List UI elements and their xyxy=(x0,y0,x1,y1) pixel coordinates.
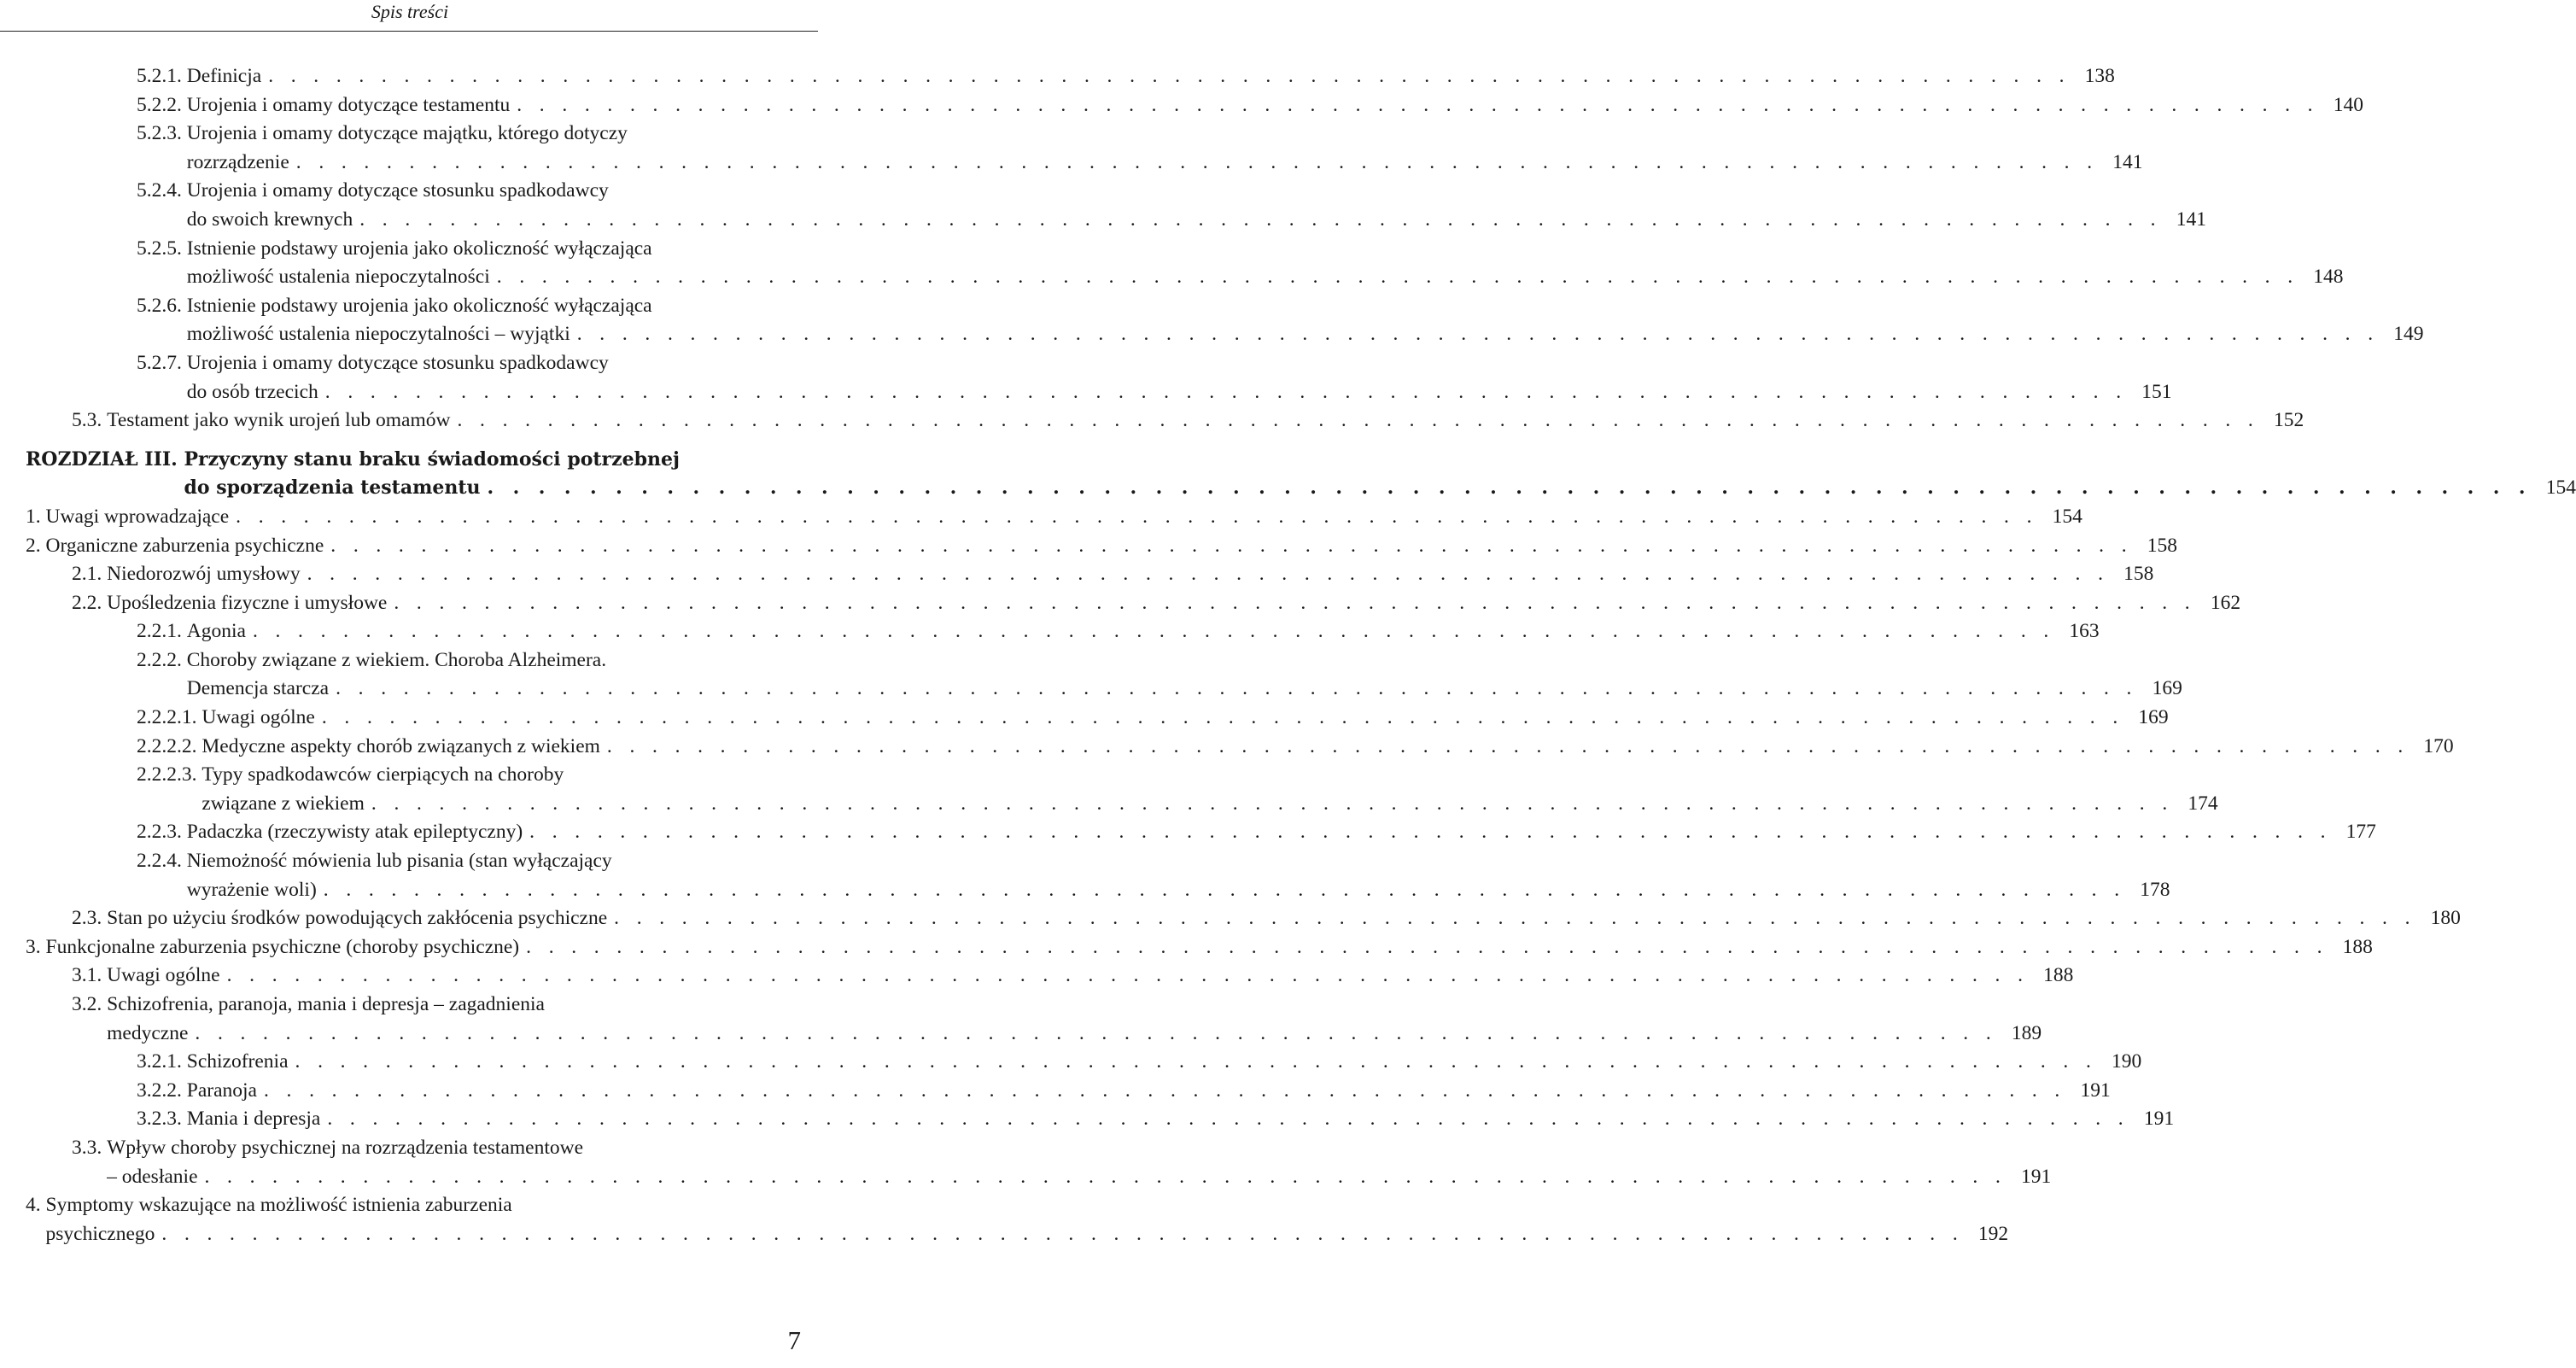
dot-leader: . . . . . . . . . . . . . . . . . . . . . . . . . . . . . . . . . . . . . . . . . . . . . . . . . . . . . . . . . . . . . . . . . . . . . . . . . . . . . . . . xyxy=(496,266,2299,289)
toc-entry-title: Organiczne zaburzenia psychiczne xyxy=(45,534,324,557)
toc-entry-title: Uwagi ogólne xyxy=(202,706,315,729)
toc-entry-title: Urojenia i omamy dotyczące stosunku spadkodawcy xyxy=(186,351,609,374)
running-head: Spis treści xyxy=(371,1,449,22)
toc-entry-title: Symptomy wskazujące na możliwość istnienia zaburzenia xyxy=(45,1194,512,1217)
toc-entry-number: 5.3. xyxy=(72,409,108,432)
toc-entry xyxy=(26,904,2461,933)
toc-entry-title: medyczne xyxy=(107,1021,189,1044)
toc-page-number: 188 xyxy=(2043,964,2074,987)
toc-entry-number: 3.1. xyxy=(72,964,108,987)
toc-entry-number: 2.1. xyxy=(72,563,108,586)
toc-page-number: 154 xyxy=(2545,476,2576,500)
toc-entry xyxy=(26,646,2182,704)
dot-leader: . . . . . . . . . . . . . . . . . . . . . . . . . . . . . . . . . . . . . . . . . . . . . . . . . . . . . . . . . . . . . . . . . . . . . . . . . . . . . . . . xyxy=(517,93,2319,116)
toc-entry-number: 2.2. xyxy=(72,591,108,614)
toc-entry-title: Definicja xyxy=(186,65,262,87)
toc-entry-title: psychicznego xyxy=(45,1222,155,1245)
toc-entry xyxy=(26,532,2178,561)
toc-entry-number: 3.3. xyxy=(72,1136,108,1159)
page-number: 7 xyxy=(787,1325,801,1355)
dot-leader: . . . . . . . . . . . . . . . . . . . . . . . . . . . . . . . . . . . . . . . . . . . . . . . . . . . . . . . . . . . . . . . . . . . . . . . . . . . . . . . . xyxy=(252,620,2055,643)
toc-entry-title: Medyczne aspekty chorób związanych z wiekiem xyxy=(202,734,600,757)
toc-entry xyxy=(26,1191,2009,1248)
toc-page-number: 140 xyxy=(2333,93,2363,116)
toc-entry xyxy=(26,733,2454,762)
toc-entry-title: do swoich krewnych xyxy=(186,208,353,231)
toc-entry-title: Urojenia i omamy dotyczące majątku, którego dotyczy xyxy=(186,122,628,145)
toc-entry-number: 3.2. xyxy=(72,993,108,1015)
toc-entry-number: 3.2.1. xyxy=(137,1050,187,1073)
toc-entry xyxy=(26,704,2169,733)
dot-leader: . . . . . . . . . . . . . . . . . . . . . . . . . . . . . . . . . . . . . . . . . . . . . . . . . . . . . . . . . . . . . . . . . . . . . . . . . . . . . . . . xyxy=(307,563,2110,586)
dot-leader: . . . . . . . . . . . . . . . . . . . . . . . . . . . . . . . . . . . . . . . . . . . . . . . . . . . . . . . . . . . . . . . . . . . . . . . . . . . . . . . . xyxy=(487,476,2532,500)
toc-entry-title: możliwość ustalenia niepoczytalności – wyjątki xyxy=(186,323,570,346)
toc-page-number: 189 xyxy=(2011,1021,2042,1044)
toc-entry xyxy=(26,91,2363,120)
toc-entry-title: Urojenia i omamy dotyczące testamentu xyxy=(186,93,511,116)
toc-entry-number: 5.2.7. xyxy=(137,351,187,374)
toc-entry xyxy=(26,349,2172,406)
toc-entry xyxy=(26,503,2082,532)
toc-entry-title: Funkcjonalne zaburzenia psychiczne (choroby psychiczne) xyxy=(45,935,520,958)
toc-page-number: 148 xyxy=(2313,266,2344,289)
toc-entry xyxy=(26,818,2376,847)
toc-entry-title: rozrządzenie xyxy=(186,150,289,173)
toc-page-number: 152 xyxy=(2273,409,2304,432)
toc-entry-title: Stan po użyciu środków powodujących zakłócenia psychiczne xyxy=(107,907,608,930)
toc-entry-title: Demencja starcza xyxy=(186,677,330,700)
toc-entry-number: 2.2.1. xyxy=(137,620,187,643)
toc-entry-title: Niedorozwój umysłowy xyxy=(107,563,301,586)
dot-leader: . . . . . . . . . . . . . . . . . . . . . . . . . . . . . . . . . . . . . . . . . . . . . . . . . . . . . . . . . . . . . . . . . . . . . . . . . . . . . . . . xyxy=(606,734,2410,757)
toc-entry-number: 5.2.4. xyxy=(137,179,187,202)
toc-page-number: 163 xyxy=(2069,620,2100,643)
dot-leader: . . . . . . . . . . . . . . . . . . . . . . . . . . . . . . . . . . . . . . . . . . . . . . . . . . . . . . . . . . . . . . . . . . . . . . . . . . . . . . . . xyxy=(576,323,2380,346)
toc-entry-title: Uwagi ogólne xyxy=(107,964,220,987)
dot-leader: . . . . . . . . . . . . . . . . . . . . . . . . . . . . . . . . . . . . . . . . . . . . . . . . . . . . . . . . . . . . . . . . . . . . . . . . . . . . . . . . xyxy=(236,505,2038,528)
toc-entry-title: związane z wiekiem xyxy=(202,792,365,815)
toc-page-number: 158 xyxy=(2123,563,2154,586)
dot-leader: . . . . . . . . . . . . . . . . . . . . . . . . . . . . . . . . . . . . . . . . . . . . . . . . . . . . . . . . . . . . . . . . . . . . . . . . . . . . . . . . xyxy=(457,409,2260,432)
toc-page-number: 151 xyxy=(2141,380,2172,403)
toc-entry-number: 2.2.2.1. xyxy=(137,706,202,729)
toc-entry xyxy=(26,847,2170,904)
dot-leader: . . . . . . . . . . . . . . . . . . . . . . . . . . . . . . . . . . . . . . . . . . . . . . . . . . . . . . . . . . . . . . . . . . . . . . . . . . . . . . . . xyxy=(295,1050,2098,1073)
toc-page-number: 191 xyxy=(2080,1079,2111,1102)
toc-page-number: 178 xyxy=(2140,878,2170,901)
dot-leader: . . . . . . . . . . . . . . . . . . . . . . . . . . . . . . . . . . . . . . . . . . . . . . . . . . . . . . . . . . . . . . . . . . . . . . . . . . . . . . . . xyxy=(226,964,2030,987)
toc-entry-number: 1. xyxy=(26,505,46,528)
toc-entry-title: wyrażenie woli) xyxy=(186,878,317,901)
toc-entry-number: 5.2.2. xyxy=(137,93,187,116)
toc-entry-number: 2.3. xyxy=(72,907,108,930)
toc-entry-title: Padaczka (rzeczywisty atak epileptyczny) xyxy=(186,821,523,844)
dot-leader: . . . . . . . . . . . . . . . . . . . . . . . . . . . . . . . . . . . . . . . . . . . . . . . . . . . . . . . . . . . . . . . . . . . . . . . . . . . . . . . . xyxy=(336,677,2138,700)
toc-page-number: 149 xyxy=(2393,323,2424,346)
toc-page-number: 180 xyxy=(2430,907,2461,930)
toc-page-number: 191 xyxy=(2020,1165,2052,1188)
toc-entry xyxy=(26,617,2100,646)
toc-entry-title: Przyczyny stanu braku świadomości potrzebnej xyxy=(184,447,680,471)
toc-entry-number: 3.2.2. xyxy=(137,1079,187,1102)
dot-leader: . . . . . . . . . . . . . . . . . . . . . . . . . . . . . . . . . . . . . . . . . . . . . . . . . . . . . . . . . . . . . . . . . . . . . . . . . . . . . . . . xyxy=(161,1222,1965,1245)
toc-page-number: 141 xyxy=(2112,150,2143,173)
toc-entry xyxy=(26,962,2074,991)
toc-entry xyxy=(26,1134,2052,1191)
toc-entry-number: 5.2.6. xyxy=(137,294,187,317)
toc-page-number: 154 xyxy=(2052,505,2082,528)
dot-leader: . . . . . . . . . . . . . . . . . . . . . . . . . . . . . . . . . . . . . . . . . . . . . . . . . . . . . . . . . . . . . . . . . . . . . . . . . . . . . . . . xyxy=(195,1021,1998,1044)
toc-page-number: 174 xyxy=(2188,792,2218,815)
dot-leader: . . . . . . . . . . . . . . . . . . . . . . . . . . . . . . . . . . . . . . . . . . . . . . . . . . . . . . . . . . . . . . . . . . . . . . . . . . . . . . . . xyxy=(359,208,2162,231)
toc-entry-number: 3.2.3. xyxy=(137,1108,187,1131)
toc-entry-title: Wpływ choroby psychicznej na rozrządzenia testamentowe xyxy=(107,1136,584,1159)
toc-entry-number: ROZDZIAŁ III. xyxy=(26,447,184,471)
toc-entry-number: 2.2.4. xyxy=(137,850,187,873)
toc-entry-title: Mania i depresja xyxy=(186,1108,321,1131)
toc-entry xyxy=(26,292,2424,349)
dot-leader: . . . . . . . . . . . . . . . . . . . . . . . . . . . . . . . . . . . . . . . . . . . . . . . . . . . . . . . . . . . . . . . . . . . . . . . . . . . . . . . . xyxy=(330,534,2134,557)
toc-page-number: 170 xyxy=(2423,734,2454,757)
dot-leader: . . . . . . . . . . . . . . . . . . . . . . . . . . . . . . . . . . . . . . . . . . . . . . . . . . . . . . . . . . . . . . . . . . . . . . . . . . . . . . . . xyxy=(321,706,2124,729)
dot-leader: . . . . . . . . . . . . . . . . . . . . . . . . . . . . . . . . . . . . . . . . . . . . . . . . . . . . . . . . . . . . . . . . . . . . . . . . . . . . . . . . xyxy=(324,380,2128,403)
toc-entry-title: do osób trzecich xyxy=(186,380,318,403)
toc-entry xyxy=(26,560,2154,589)
toc-page-number: 169 xyxy=(2138,706,2169,729)
toc-entry xyxy=(26,1077,2111,1106)
dot-leader: . . . . . . . . . . . . . . . . . . . . . . . . . . . . . . . . . . . . . . . . . . . . . . . . . . . . . . . . . . . . . . . . . . . . . . . . . . . . . . . . xyxy=(614,907,2416,930)
toc-entry-title: Niemożność mówienia lub pisania (stan wyłączający xyxy=(186,850,612,873)
toc-page-number: 162 xyxy=(2210,591,2241,614)
toc-entry-title: Schizofrenia, paranoja, mania i depresja – zagadnienia xyxy=(107,993,545,1015)
dot-leader: . . . . . . . . . . . . . . . . . . . . . . . . . . . . . . . . . . . . . . . . . . . . . . . . . . . . . . . . . . . . . . . . . . . . . . . . . . . . . . . . xyxy=(295,150,2099,173)
dot-leader: . . . . . . . . . . . . . . . . . . . . . . . . . . . . . . . . . . . . . . . . . . . . . . . . . . . . . . . . . . . . . . . . . . . . . . . . . . . . . . . . xyxy=(371,792,2174,815)
toc-entry-number: 2. xyxy=(26,534,46,557)
toc-entry-title: Paranoja xyxy=(186,1079,257,1102)
toc-page-number: 177 xyxy=(2345,821,2376,844)
toc-page-number: 188 xyxy=(2342,935,2373,958)
toc-entry xyxy=(26,933,2373,962)
toc-entry-title: Urojenia i omamy dotyczące stosunku spadkodawcy xyxy=(186,179,609,202)
toc-entry-title: Upośledzenia fizyczne i umysłowe xyxy=(107,591,388,614)
toc-entry xyxy=(26,1048,2142,1077)
toc-entry xyxy=(26,177,2206,234)
toc-page-number: 138 xyxy=(2084,65,2115,87)
toc-page-number: 190 xyxy=(2112,1050,2142,1073)
toc-page-number: 192 xyxy=(1977,1222,2009,1245)
toc-entry xyxy=(26,406,2304,436)
dot-leader: . . . . . . . . . . . . . . . . . . . . . . . . . . . . . . . . . . . . . . . . . . . . . . . . . . . . . . . . . . . . . . . . . . . . . . . . . . . . . . . . xyxy=(204,1165,2007,1188)
dot-leader: . . . . . . . . . . . . . . . . . . . . . . . . . . . . . . . . . . . . . . . . . . . . . . . . . . . . . . . . . . . . . . . . . . . . . . . . . . . . . . . . xyxy=(394,591,2197,614)
toc-entry xyxy=(26,589,2241,618)
toc-entry-number: 4. xyxy=(26,1194,46,1217)
toc-entry-title: – odesłanie xyxy=(107,1165,198,1188)
header-rule xyxy=(0,31,818,32)
toc-entry-title: Choroby związane z wiekiem. Choroba Alzheimera. xyxy=(186,648,607,671)
dot-leader: . . . . . . . . . . . . . . . . . . . . . . . . . . . . . . . . . . . . . . . . . . . . . . . . . . . . . . . . . . . . . . . . . . . . . . . . . . . . . . . . xyxy=(268,65,2071,87)
dot-leader: . . . . . . . . . . . . . . . . . . . . . . . . . . . . . . . . . . . . . . . . . . . . . . . . . . . . . . . . . . . . . . . . . . . . . . . . . . . . . . . . xyxy=(327,1108,2130,1131)
dot-leader: . . . . . . . . . . . . . . . . . . . . . . . . . . . . . . . . . . . . . . . . . . . . . . . . . . . . . . . . . . . . . . . . . . . . . . . . . . . . . . . . xyxy=(529,821,2332,844)
toc-entry-title: do sporządzenia testamentu xyxy=(184,476,481,500)
dot-leader: . . . . . . . . . . . . . . . . . . . . . . . . . . . . . . . . . . . . . . . . . . . . . . . . . . . . . . . . . . . . . . . . . . . . . . . . . . . . . . . . xyxy=(263,1079,2066,1102)
dot-leader: . . . . . . . . . . . . . . . . . . . . . . . . . . . . . . . . . . . . . . . . . . . . . . . . . . . . . . . . . . . . . . . . . . . . . . . . . . . . . . . . xyxy=(526,935,2328,958)
toc-page-number: 169 xyxy=(2152,677,2182,700)
toc-entry-number: 2.2.2.3. xyxy=(137,763,202,786)
toc-entry-title: możliwość ustalenia niepoczytalności xyxy=(186,266,490,289)
toc-entry-number: 5.2.5. xyxy=(137,237,187,260)
table-of-contents xyxy=(26,62,2576,1248)
toc-entry-number: 2.2.3. xyxy=(137,821,187,844)
toc-entry xyxy=(26,761,2218,818)
toc-page-number: 191 xyxy=(2143,1108,2175,1131)
toc-entry xyxy=(26,62,2115,91)
toc-entry-number: 2.2.2. xyxy=(137,648,187,671)
toc-entry-number: 5.2.3. xyxy=(137,122,187,145)
toc-entry xyxy=(26,235,2344,292)
toc-entry-title: Istnienie podstawy urojenia jako okoliczność wyłączająca xyxy=(186,237,652,260)
toc-entry-title: Testament jako wynik urojeń lub omamów xyxy=(107,409,451,432)
toc-entry xyxy=(26,991,2042,1048)
toc-entry-title: Typy spadkodawców cierpiących na choroby xyxy=(202,763,564,786)
dot-leader: . . . . . . . . . . . . . . . . . . . . . . . . . . . . . . . . . . . . . . . . . . . . . . . . . . . . . . . . . . . . . . . . . . . . . . . . . . . . . . . . xyxy=(323,878,2126,901)
toc-entry-number: 2.2.2.2. xyxy=(137,734,202,757)
toc-entry xyxy=(26,120,2143,177)
toc-entry-title: Agonia xyxy=(186,620,246,643)
toc-page-number: 158 xyxy=(2147,534,2178,557)
toc-entry-number: 5.2.1. xyxy=(137,65,187,87)
toc-page-number: 141 xyxy=(2176,208,2206,231)
toc-entry-number: 3. xyxy=(26,935,46,958)
toc-entry xyxy=(26,1105,2175,1134)
toc-entry-title: Schizofrenia xyxy=(186,1050,289,1073)
toc-entry xyxy=(26,446,2576,503)
toc-entry-title: Uwagi wprowadzające xyxy=(45,505,230,528)
toc-entry-title: Istnienie podstawy urojenia jako okoliczność wyłączająca xyxy=(186,294,652,317)
